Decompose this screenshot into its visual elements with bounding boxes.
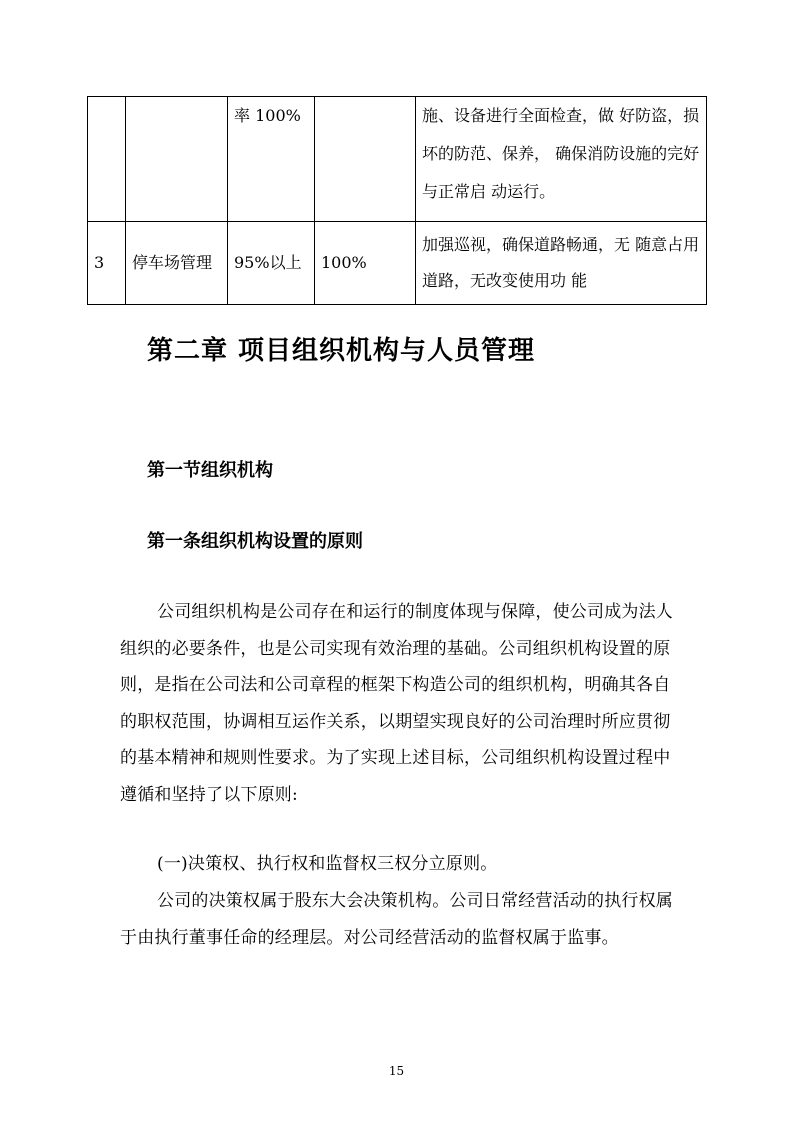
standard-cell: 率 100% [228, 97, 315, 222]
item-cell: 停车场管理 [126, 222, 228, 305]
body-paragraph: (一)决策权、执行权和监督权三权分立原则。 [157, 854, 498, 874]
table-row [88, 97, 707, 222]
table-row [88, 222, 707, 305]
measures-cell: 加强巡视，确保道路畅通，无 随意占用道路，无改变使用功 能 [416, 222, 707, 305]
page-number: 15 [388, 1064, 405, 1078]
item-cell [126, 97, 228, 222]
measures-cell: 施、设备进行全面检查，做 好防盗，损坏的防范、保养， 确保消防设施的完好与正常启 动运行。 [416, 97, 707, 222]
standard-cell: 95%以上 [228, 222, 315, 305]
body-paragraph: 公司的决策权属于股东大会决策机构。公司日常经营活动的执行权属于由执行董事任命的经理层。对公司经营活动的监督权属于监事。 [120, 891, 673, 948]
service-standards-table [87, 96, 707, 305]
target-cell [315, 97, 416, 222]
target-cell: 100% [315, 222, 416, 305]
body-paragraph: 公司组织机构是公司存在和运行的制度体现与保障，使公司成为法人组织的必要条件，也是公司实现有效治理的基础。公司组织机构设置的原则，是指在公司法和公司章程的框架下构造公司的组织机构，明确其各自的职权范围，协调相互运作关系，以期望实现良好的公司治理时所应贯彻的基本精神和规则性要求。为了实现上述目标，公司组织机构设置过程中遵循和坚持了以下原则: [120, 602, 673, 805]
article-title: 第一条组织机构设置的原则 [147, 531, 363, 552]
chapter-title: 第二章 项目组织机构与人员管理 [147, 336, 536, 366]
row-number-cell: 3 [88, 222, 126, 305]
section-title: 第一节组织机构 [147, 460, 273, 481]
row-number-cell [88, 97, 126, 222]
